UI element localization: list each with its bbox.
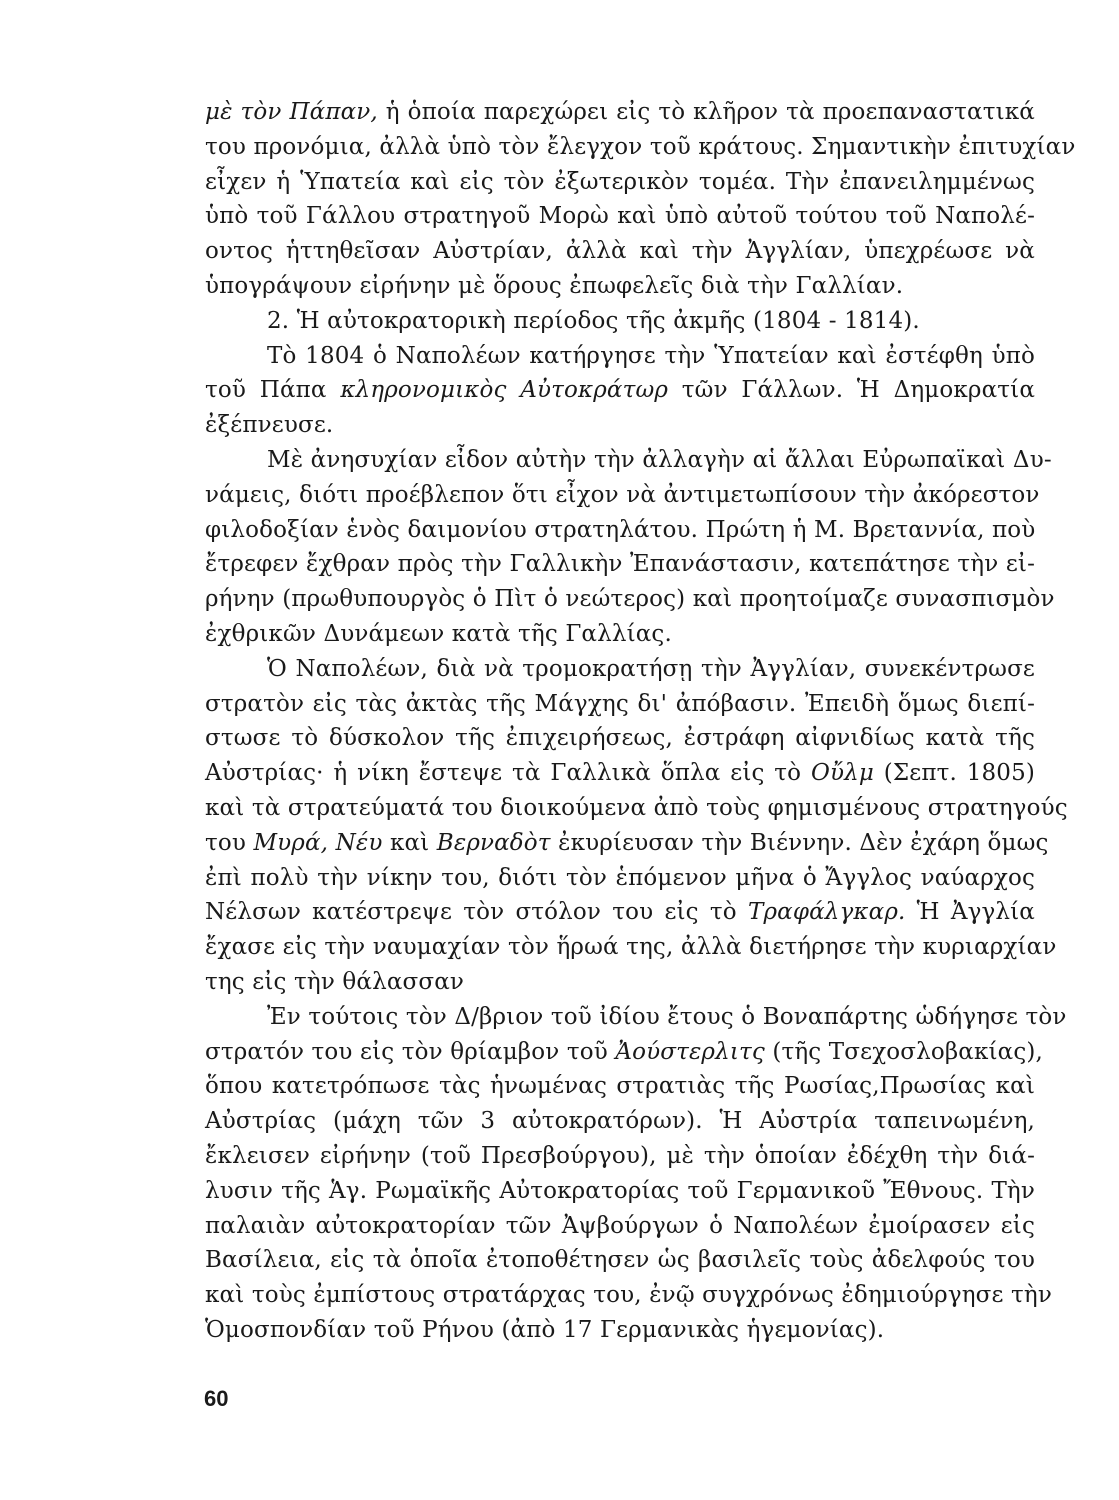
text-span: λυσιν τῆς Ἁγ. Ρωμαϊκῆς Αὐτοκρατορίας τοῦ Γερμανικοῦ Ἔθνους. Τὴν [205, 1177, 1035, 1204]
text-line [205, 165, 1035, 200]
text-line [205, 1313, 1035, 1348]
text-span: φιλοδοξίαν ἑνὸς δαιμονίου στρατηλάτου. Πρώτη ἡ Μ. Βρεταννία, ποὺ [205, 516, 1036, 543]
text-line [205, 478, 1040, 513]
text-line [205, 756, 1035, 791]
text-span: τῶν Γάλλων. Ἡ Δημοκρατία [668, 377, 1035, 404]
text-line [205, 1139, 1035, 1174]
text-line [205, 339, 1035, 374]
text-span: εἶχεν ἡ Ὑπατεία καὶ εἰς τὸν ἐξωτερικὸν τομέα. Τὴν ἐπανειλημμένως [205, 168, 1035, 195]
text-line [205, 1209, 1035, 1244]
text-span: ὑπὸ τοῦ Γάλλου στρατηγοῦ Μορὼ καὶ ὑπὸ αὐτοῦ τούτου τοῦ Ναπολέ- [205, 203, 1035, 230]
text-line [205, 130, 1076, 165]
text-span: στρατόν του εἰς τὸν θρίαμβον τοῦ [205, 1038, 616, 1065]
text-span: ἐκυρίευσαν τὴν Βιέννην. Δὲν ἐχάρη ὅμως [550, 829, 1049, 856]
text-line [205, 199, 1035, 234]
text-span: ἐπὶ πολὺ τὴν νίκην του, διότι τὸν ἑπόμενον μῆνα ὁ Ἄγγλος ναύαρχος [205, 864, 1035, 891]
text-line [205, 269, 1035, 304]
text-span: Βασίλεια, εἰς τὰ ὁποῖα ἐτοποθέτησεν ὡς βασιλεῖς τοὺς ἀδελφούς του [205, 1247, 1035, 1274]
text-line [205, 234, 1035, 269]
italic-text: Οὔλμ [810, 760, 874, 787]
text-span: ὅπου κατετρόπωσε τὰς ἡνωμένας στρατιὰς τῆς Ρωσίας,Πρωσίας καὶ [205, 1073, 1035, 1100]
text-line [205, 826, 1049, 861]
text-line [205, 1000, 1067, 1035]
text-span: ἔτρεφεν ἔχθραν πρὸς τὴν Γαλλικὴν Ἐπανάστασιν, κατεπάτησε τὴν εἰ- [205, 551, 1035, 578]
italic-text: μὲ τὸν Πάπαν, [205, 99, 378, 125]
text-span: καὶ τοὺς ἐμπίστους στρατάρχας του, ἐνῷ συγχρόνως ἐδημιούργησε τὴν [205, 1282, 1052, 1309]
text-span: του προνόμια, ἀλλὰ ὑπὸ τὸν ἔλεγχον τοῦ κράτους. Σημαντικὴν ἐπιτυχίαν [205, 133, 1076, 160]
text-span: Ἡ Ἀγγλία [905, 899, 1035, 926]
text-line [205, 791, 1068, 826]
text-span: Ἐν τούτοις τὸν Δ/βριον τοῦ ἰδίου ἔτους ὁ Βοναπάρτης ὡδήγησε τὸν [267, 1003, 1067, 1030]
italic-text: Μυρά, Νέυ [253, 829, 383, 856]
text-line [205, 513, 1035, 548]
text-line [205, 1035, 1043, 1070]
text-span: ἔχασε εἰς τὴν ναυμαχίαν τὸν ἥρωά της, ἀλλὰ διετήρησε τὴν κυριαρχίαν [205, 934, 1057, 961]
text-line [205, 930, 1057, 965]
text-span: καὶ [382, 829, 437, 856]
text-span: ὑπογράψουν εἰρήνην μὲ ὅρους ἐπωφελεῖς διὰ τὴν Γαλλίαν. [205, 272, 904, 299]
text-line [205, 1104, 1035, 1139]
text-line [205, 687, 1035, 722]
text-span: του [205, 829, 254, 856]
text-span: καὶ τὰ στρατεύματά του διοικούμενα ἀπὸ τοὺς φημισμένους στρατηγούς [205, 794, 1068, 821]
text-span: παλαιὰν αὐτοκρατορίαν τῶν Ἀψβούργων ὁ Ναπολέων ἐμοίρασεν εἰς [205, 1212, 1035, 1239]
italic-text: Βερναδὸτ [436, 829, 551, 856]
text-span: ἡ ὁποία παρεχώρει εἰς τὸ κλῆρον τὰ προεπαναστατικά [377, 99, 1035, 125]
text-span: ἐχθρικῶν Δυνάμεων κατὰ τῆς Γαλλίας. [205, 620, 672, 647]
text-line [205, 443, 1052, 478]
text-line [205, 373, 1035, 408]
text-line [205, 1069, 1035, 1104]
text-span: 2. Ἡ αὐτοκρατορικὴ περίοδος τῆς ἀκμῆς (1804 - 1814). [267, 307, 920, 334]
text-span: Νέλσων κατέστρεψε τὸν στόλον του εἰς τὸ [205, 899, 749, 926]
italic-text: Τραφάλγκαρ. [748, 899, 906, 926]
text-span: ρήνην (πρωθυπουργὸς ὁ Πὶτ ὁ νεώτερος) καὶ προητοίμαζε συνασπισμὸν [205, 586, 1055, 613]
text-line [205, 895, 1035, 930]
text-span: Μὲ ἀνησυχίαν εἶδον αὐτὴν τὴν ἀλλαγὴν αἱ ἄλλαι Εὐρωπαϊκαὶ Δυ- [267, 446, 1052, 473]
text-line [205, 617, 1035, 652]
text-line [205, 1174, 1035, 1209]
text-span: (τῆς Τσεχοσλοβακίας), [764, 1038, 1043, 1065]
text-span: στωσε τὸ δύσκολον τῆς ἐπιχειρήσεως, ἐστράφη αἰφνιδίως κατὰ τῆς [205, 725, 1035, 752]
text-line [205, 582, 1055, 617]
text-line [205, 652, 1035, 687]
text-line [205, 304, 1035, 339]
text-line [205, 721, 1035, 756]
italic-text: Ἀούστερλιτς [615, 1038, 765, 1065]
italic-text: κληρονομικὸς Αὐτοκράτωρ [340, 377, 669, 404]
text-span: Αὐστρίας· ἡ νίκη ἔστεψε τὰ Γαλλικὰ ὅπλα εἰς τὸ [205, 760, 811, 787]
text-span: (Σεπτ. 1805) [873, 760, 1035, 787]
text-line [205, 95, 1035, 130]
text-span: Τὸ 1804 ὁ Ναπολέων κατήργησε τὴν Ὑπατείαν καὶ ἐστέφθη ὑπὸ [267, 342, 1035, 369]
text-span: ἔκλεισεν εἰρήνην (τοῦ Πρεσβούργου), μὲ τὴν ὁποίαν ἐδέχθη τὴν διά- [205, 1142, 1035, 1169]
text-span: Αὐστρίας (μάχη τῶν 3 αὐτοκρατόρων). Ἡ Αὐστρία ταπεινωμένη, [205, 1108, 1035, 1135]
page-number: 60 [204, 1386, 229, 1411]
body-text [205, 95, 1076, 1348]
text-line [205, 861, 1035, 896]
text-line [205, 547, 1035, 582]
text-span: τοῦ Πάπα [205, 377, 341, 404]
text-span: στρατὸν εἰς τὰς ἀκτὰς τῆς Μάγχης δι' ἀπόβασιν. Ἐπειδὴ ὅμως διεπί- [205, 690, 1035, 717]
text-line [205, 965, 1035, 1000]
text-span: Ὁ Ναπολέων, διὰ νὰ τρομοκρατήσῃ τὴν Ἀγγλίαν, συνεκέντρωσε [267, 655, 1035, 682]
text-span: Ὁμοσπονδίαν τοῦ Ρήνου (ἀπὸ 17 Γερμανικὰς ἡγεμονίας). [205, 1316, 885, 1343]
text-line [205, 408, 1035, 443]
text-span: ἐξέπνευσε. [205, 412, 334, 439]
text-line [205, 1243, 1035, 1278]
text-line [205, 1278, 1052, 1313]
text-span: οντος ἡττηθεῖσαν Αὐστρίαν, ἀλλὰ καὶ τὴν Ἀγγλίαν, ὑπεχρέωσε νὰ [205, 238, 1035, 265]
text-span: της εἰς τὴν θάλασσαν [205, 968, 465, 995]
text-span: νάμεις, διότι προέβλεπον ὅτι εἶχον νὰ ἀντιμετωπίσουν τὴν ἀκόρεστον [205, 481, 1040, 508]
